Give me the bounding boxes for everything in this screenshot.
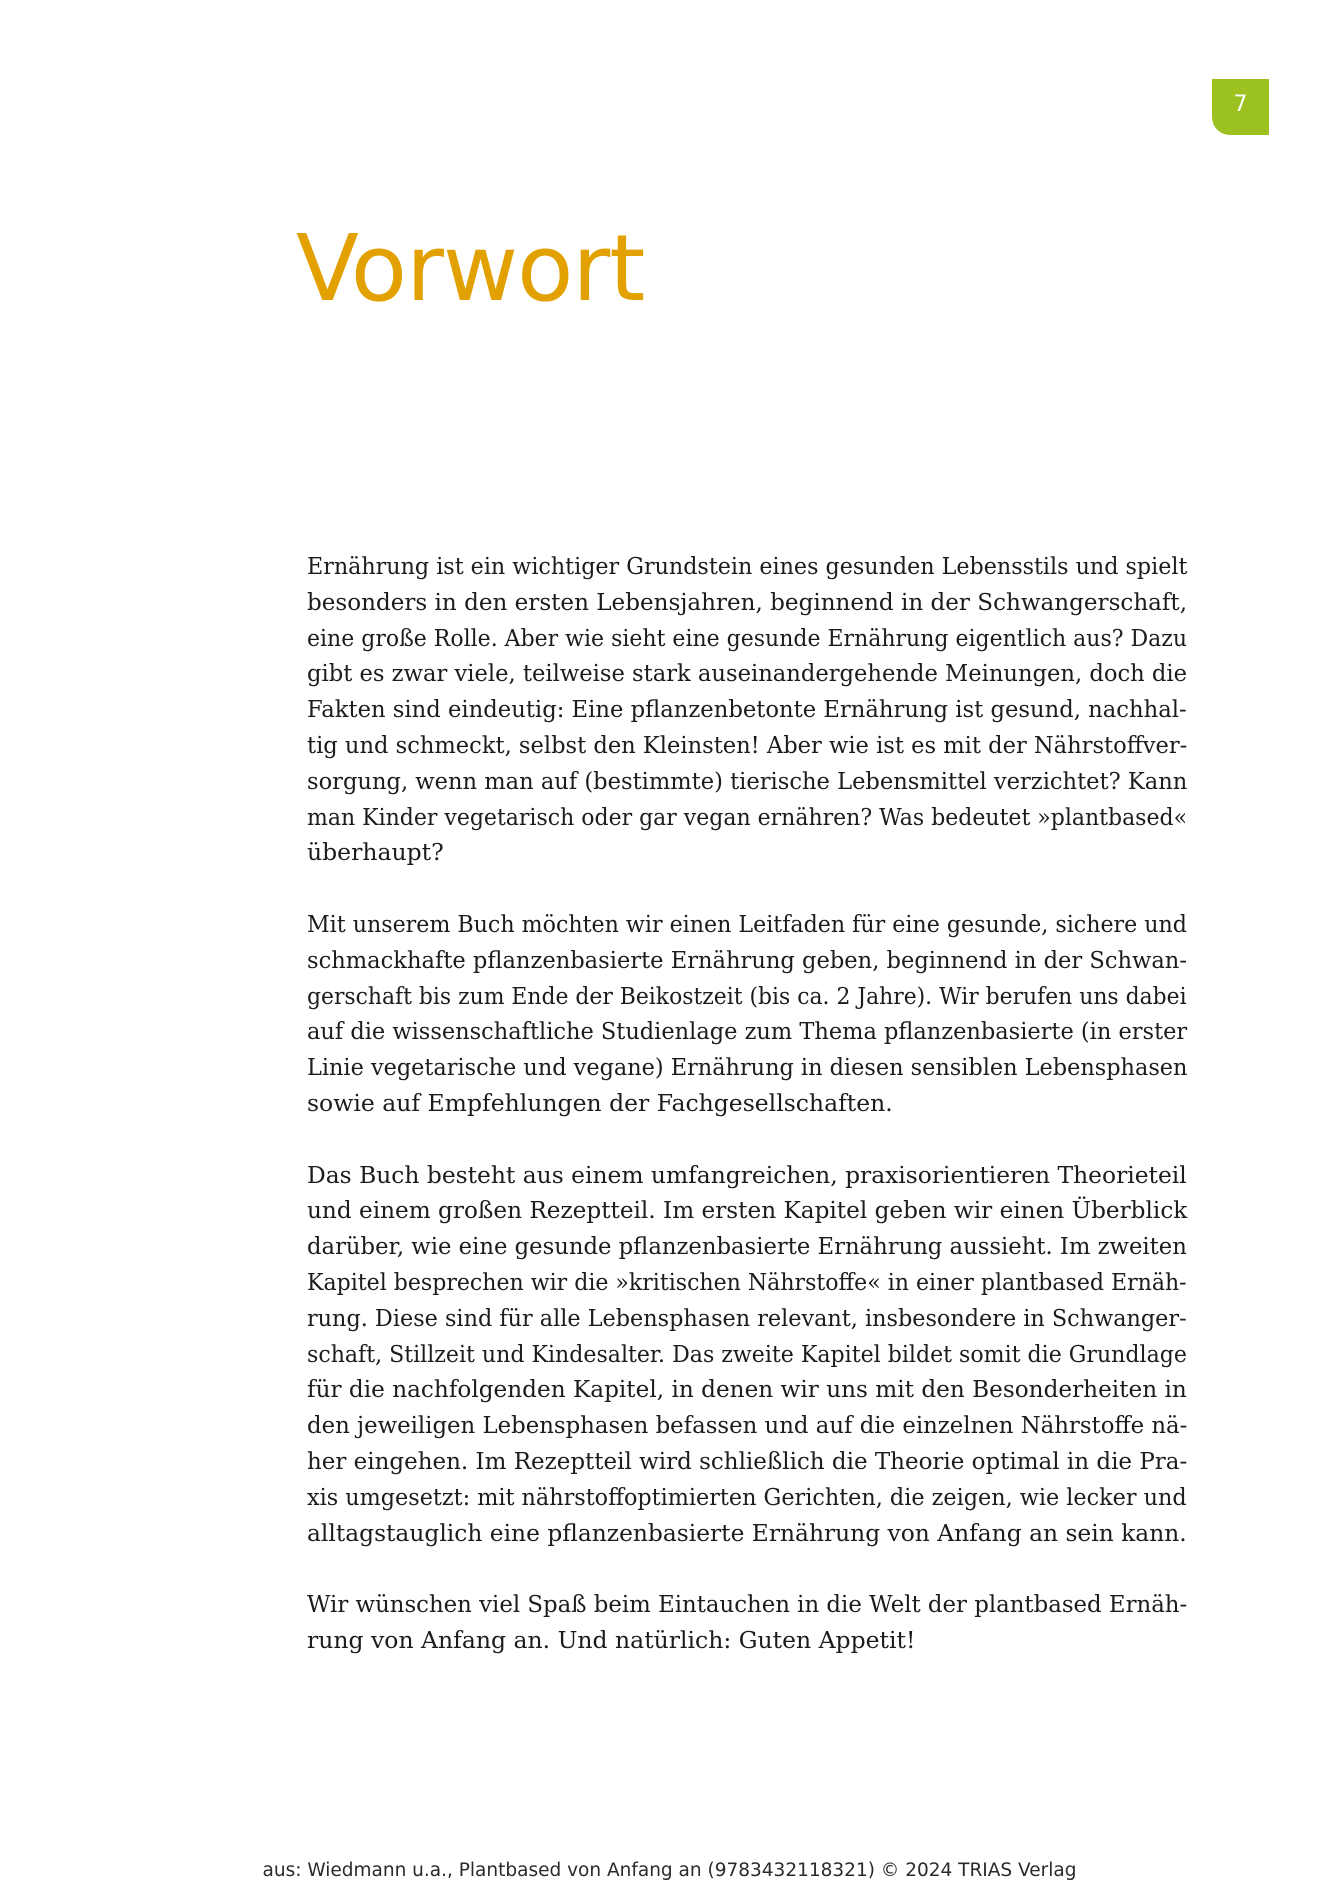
- text-line: den jeweiligen Lebensphasen befassen und auf die einzelnen Nährstoffe nä-: [307, 1411, 1188, 1440]
- text-line: gerschaft bis zum Ende der Beikostzeit (bis ca. 2 Jahre). Wir berufen uns dabei: [307, 981, 1187, 1010]
- text-line: darüber, wie eine gesunde pflanzenbasierte Ernährung aussieht. Im zweiten: [307, 1232, 1187, 1261]
- text-line: her eingehen. Im Rezeptteil wird schließlich die Theorie optimal in die Pra-: [307, 1446, 1188, 1475]
- body-paragraph: [307, 907, 1187, 1122]
- text-line: Fakten sind eindeutig: Eine pflanzenbetonte Ernährung ist gesund, nachhal-: [307, 695, 1187, 724]
- text-line: und einem großen Rezeptteil. Im ersten Kapitel geben wir einen Überblick: [307, 1196, 1188, 1225]
- text-line: alltagstauglich eine pflanzenbasierte Ernährung von Anfang an sein kann.: [307, 1518, 1187, 1547]
- text-line: für die nachfolgenden Kapitel, in denen wir uns mit den Besonderheiten in: [307, 1375, 1187, 1404]
- body-paragraph: [307, 549, 1187, 871]
- text-line: rung. Diese sind für alle Lebensphasen relevant, insbesondere in Schwanger-: [307, 1303, 1187, 1332]
- chapter-heading: Vorwort: [296, 215, 645, 322]
- text-line: gibt es zwar viele, teilweise stark auseinandergehende Meinungen, doch die: [307, 659, 1188, 688]
- page-number-tab: [1212, 79, 1269, 135]
- text-line: sorgung, wenn man auf (bestimmte) tierische Lebensmittel verzichtet? Kann: [307, 766, 1188, 795]
- text-line: man Kinder vegetarisch oder gar vegan ernähren? Was bedeutet »plantbased«: [307, 802, 1188, 831]
- page-number: 7: [1233, 92, 1248, 117]
- text-line: sowie auf Empfehlungen der Fachgesellschaften.: [307, 1088, 893, 1117]
- text-line: auf die wissenschaftliche Studienlage zum Thema pflanzenbasierte (in erster: [307, 1017, 1188, 1046]
- text-line: schaft, Stillzeit und Kindesalter. Das zweite Kapitel bildet somit die Grundlage: [307, 1339, 1187, 1368]
- body-text: [307, 549, 1187, 1695]
- text-line: Wir wünschen viel Spaß beim Eintauchen in die Welt der plantbased Ernäh-: [307, 1590, 1188, 1619]
- text-line: xis umgesetzt: mit nährstoffoptimierten Gerichten, die zeigen, wie lecker und: [307, 1482, 1187, 1511]
- text-line: Ernährung ist ein wichtiger Grundstein eines gesunden Lebensstils und spielt: [307, 552, 1188, 580]
- text-line: Kapitel besprechen wir die »kritischen Nährstoffe« in einer plantbased Ernäh-: [307, 1267, 1187, 1296]
- body-paragraph: [307, 1158, 1187, 1552]
- text-line: Linie vegetarische und vegane) Ernährung in diesen sensiblen Lebensphasen: [307, 1053, 1188, 1082]
- text-line: rung von Anfang an. Und natürlich: Guten Appetit!: [307, 1625, 916, 1654]
- text-line: Mit unserem Buch möchten wir einen Leitfaden für eine gesunde, sichere und: [307, 909, 1187, 938]
- text-line: Das Buch besteht aus einem umfangreichen, praxisorientieren Theorieteil: [307, 1160, 1187, 1189]
- text-line: tig und schmeckt, selbst den Kleinsten! Aber wie ist es mit der Nährstoffver-: [307, 730, 1188, 759]
- body-paragraph: [307, 1587, 1187, 1659]
- text-line: eine große Rolle. Aber wie sieht eine gesunde Ernährung eigentlich aus? Dazu: [307, 623, 1188, 652]
- text-line: besonders in den ersten Lebensjahren, beginnend in der Schwangerschaft,: [307, 587, 1188, 616]
- text-line: überhaupt?: [307, 838, 444, 867]
- copyright-footer: aus: Wiedmann u.a., Plantbased von Anfang an (9783432118321) © 2024 TRIAS Verlag: [262, 1860, 1077, 1881]
- text-line: schmackhafte pflanzenbasierte Ernährung geben, beginnend in der Schwan-: [307, 945, 1187, 974]
